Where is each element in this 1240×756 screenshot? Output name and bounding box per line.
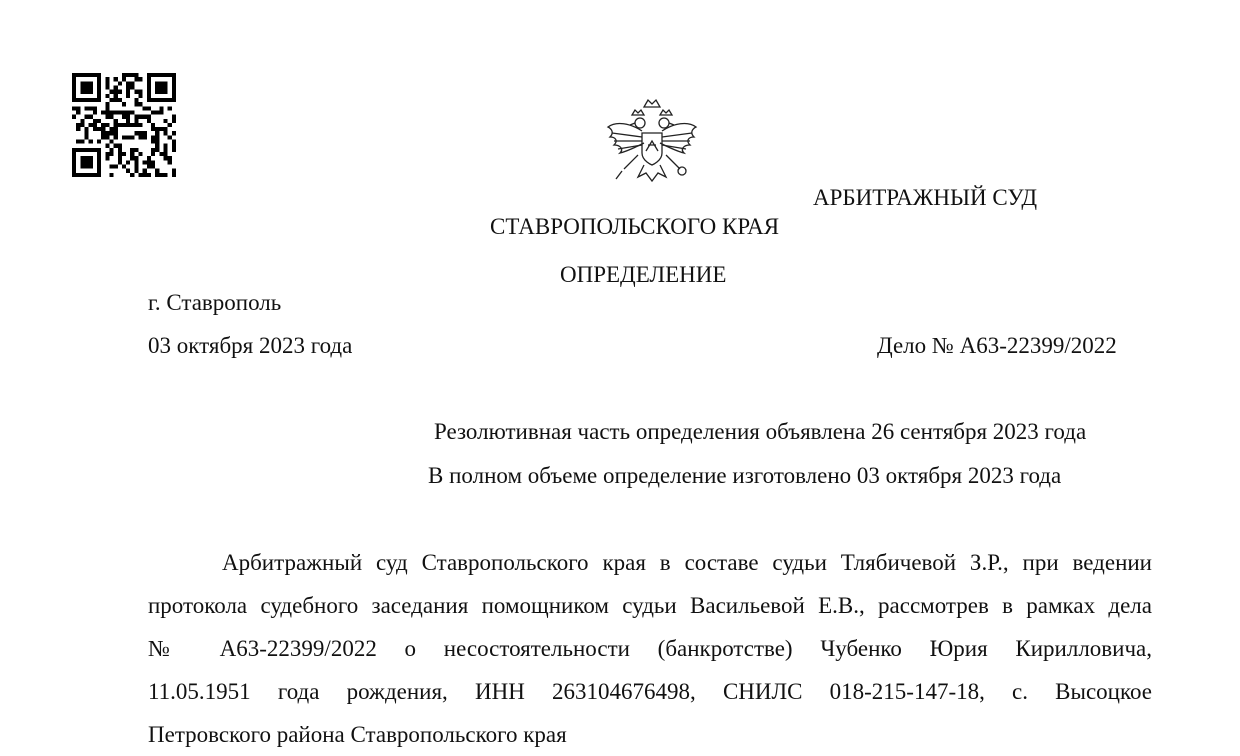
city: г. Ставрополь (148, 290, 282, 315)
body-line-5: Петровского района Ставропольского края (148, 722, 567, 747)
qr-code-icon (72, 73, 176, 177)
body-line-4: 11.05.1951 года рождения, ИНН 263104676498, СНИЛС 018-215-147-18, с. Высоцкое (148, 679, 1152, 704)
document-date: 03 октября 2023 года (148, 333, 353, 358)
resolution-announced: Резолютивная часть определения объявлена 26 сентября 2023 года (434, 419, 1087, 444)
court-name-line1: АРБИТРАЖНЫЙ СУД (813, 185, 1038, 210)
document-type: ОПРЕДЕЛЕНИЕ (560, 262, 727, 287)
body-line-3: № А63-22399/2022 о несостоятельности (банкротстве) Чубенко Юрия Кирилловича, (148, 636, 1152, 661)
full-text-made: В полном объеме определение изготовлено 03 октября 2023 года (428, 463, 1062, 488)
body-line-1: Арбитражный суд Ставропольского края в составе судьи Тлябичевой З.Р., при ведении (222, 550, 1152, 575)
body-line-2: протокола судебного заседания помощником судьи Васильевой Е.В., рассмотрев в рамках дела (148, 593, 1152, 618)
court-name-line2: СТАВРОПОЛЬСКОГО КРАЯ (490, 214, 780, 239)
russian-coat-of-arms-icon (602, 93, 702, 185)
case-number: Дело № А63-22399/2022 (877, 333, 1117, 358)
